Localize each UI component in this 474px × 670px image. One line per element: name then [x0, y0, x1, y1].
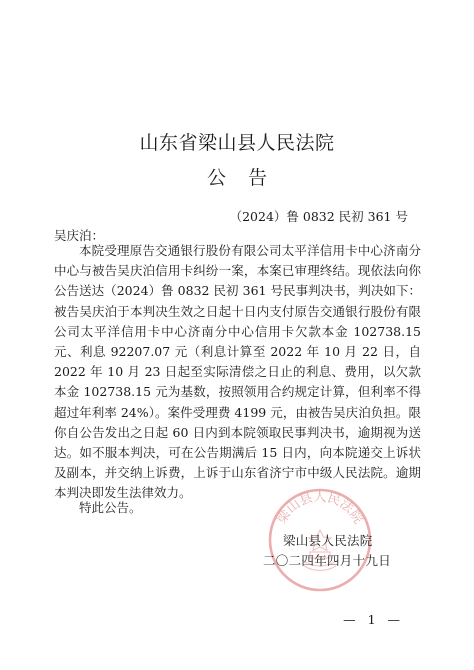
document-title: 公告 [206, 167, 289, 189]
addressee: 吴庆泊： [54, 228, 105, 243]
sign-date: 二〇二四年四月十九日 [263, 553, 392, 568]
signer-name: 梁山县人民法院 [283, 533, 373, 548]
seal-text: 梁山县人民法院 [274, 490, 366, 527]
closing-line: 特此公告。 [79, 500, 142, 515]
svg-text:梁山县人民法院 [274, 490, 366, 527]
case-number: （2024）鲁 0832 民初 361 号 [229, 209, 408, 224]
court-title: 山东省梁山县人民法院 [139, 132, 335, 154]
page-number: — 1 — [343, 612, 404, 627]
notice-body: 本院受理原告交通银行股份有限公司太平洋信用卡中心济南分中心与被告吴庆泊信用卡纠纷一案，本案已审理终结。现依法向你公告送达（2024）鲁 0832 民初 361 号民事判决书，判决如下：被告吴庆泊于本判决生效之日起十日内支付原告交通银行股份有限公司太平洋信用卡中心济南分中心信用卡欠款本金 102738.15 元、利息 92207.07 元（利息计算至 2022 年 10 月 22 日，自 2022 年 10 月 23 日起至实际清偿之日止的利息、费用，以欠款本金 102738.15 元为基数，按照领用合约规定计算，但利率不得超过年利率 24%）。案件受理费 4199 元，由被告吴庆泊负担。限你自公告发出之日起 60 日内到本院领取民事判决书，逾期视为送达。如不服本判决，可在公告期满后 15 日内，向本院递交上诉状及副本，并交纳上诉费，上诉于山东省济宁市中级人民法院。逾期本判决即发生法律效力。 [54, 243, 421, 501]
